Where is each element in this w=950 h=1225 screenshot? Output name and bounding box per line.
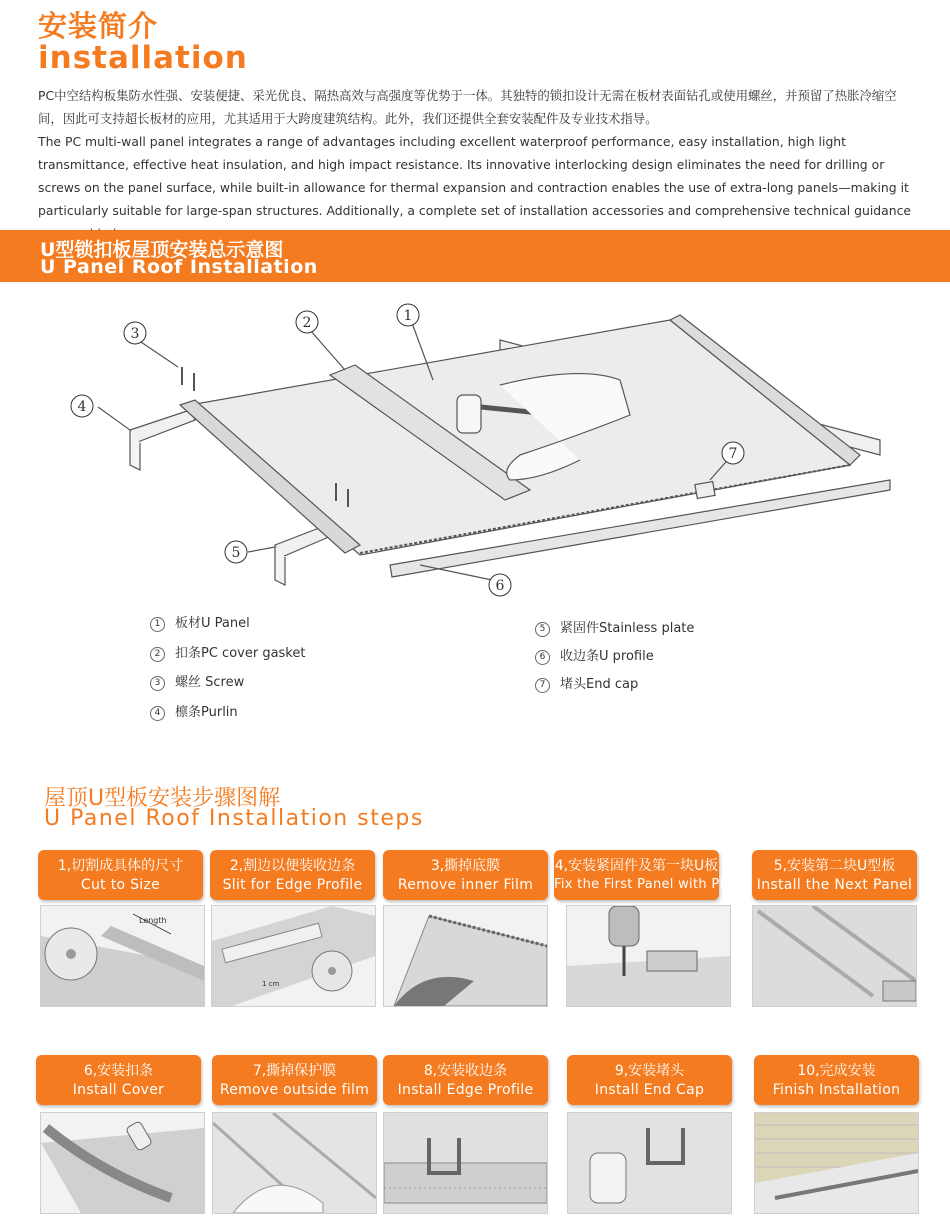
saw-blade-icon — [41, 906, 204, 1006]
step-label-9: 9,安装堵头 Install End Cap — [567, 1055, 732, 1105]
callout-1: 1 — [403, 308, 413, 324]
legend-item: 7 堵头End cap — [535, 673, 638, 693]
step-label-6: 6,安装扣条 Install Cover — [36, 1055, 201, 1105]
step-image-2 — [211, 905, 376, 1007]
callout-2: 2 — [302, 315, 312, 331]
callout-7: 7 — [728, 446, 738, 462]
step-label-2: 2,割边以便装收边条 Slit for Edge Profile — [210, 850, 375, 900]
end-cap — [695, 482, 715, 499]
steps-title-cn: 屋顶U型板安装步骤图解 — [44, 786, 281, 811]
step-label-8: 8,安装收边条 Install Edge Profile — [383, 1055, 548, 1105]
steps-title-en: U Panel Roof Installation steps — [44, 806, 424, 831]
step-label-3: 3,撕掉底膜 Remove inner Film — [383, 850, 548, 900]
callout-3: 3 — [130, 326, 140, 342]
legend-item: 6 收边条U profile — [535, 645, 654, 665]
step-label-4: 4,安装紧固件及第一块U板 Fix the First Panel with Plate — [554, 850, 719, 900]
intro-text-en: The PC multi-wall panel integrates a range of advantages including excellent waterproof performance, easy installation, high light transmittance, effective heat insulation, and high impact resistance. Its innovative interlocking design eliminates the need for drilling or screws on the panel surface, while built-in allowance for thermal expansion and contraction enables the use of extra-long panels—making it particularly suitable for large-span structures. Additionally, a complete set of installation accessories and comprehensive technical guidance — [38, 134, 912, 218]
step-image-5 — [752, 905, 917, 1007]
step-label-1: 1,切割成具体的尺寸 Cut to Size — [38, 850, 203, 900]
section-title-en: installation — [38, 40, 248, 76]
callout-4: 4 — [77, 399, 87, 415]
mallet-icon — [41, 1113, 204, 1213]
roof-installation-diagram — [60, 295, 910, 605]
step-label-5: 5,安装第二块U型板 Install the Next Panel — [752, 850, 917, 900]
cm-annotation: 1 cm — [262, 980, 280, 988]
drill-icon — [567, 906, 730, 1006]
length-annotation: Length — [139, 916, 167, 925]
step-image-4 — [566, 905, 731, 1007]
legend-item: 3 螺丝 Screw — [150, 671, 244, 691]
step-image-8 — [383, 1112, 548, 1214]
intro-text-cn: PC中空结构板集防水性强、安装便捷、采光优良、隔热高效与高强度等优势于一体。其独特的锁扣设计无需在板材表面钻孔或使用螺丝，并预留了热胀冷缩空间，因此可支持超长板材的应用，尤其适用于大跨度建筑结构。此外，我们还提供全套安装配件及专业技术指导。 — [38, 88, 897, 126]
step-label-7: 7,撕掉保护膜 Remove outside film — [212, 1055, 377, 1105]
callout-6: 6 — [495, 578, 505, 594]
legend-item: 1 板材U Panel — [150, 612, 250, 632]
callout-5: 5 — [231, 545, 241, 561]
legend-item: 5 紧固件Stainless plate — [535, 617, 694, 637]
legend-item: 4 檩条Purlin — [150, 701, 238, 721]
panel-surface — [190, 320, 850, 555]
step-image-9 — [567, 1112, 732, 1214]
step-image-10 — [754, 1112, 919, 1214]
step-image-3 — [383, 905, 548, 1007]
step-image-6 — [40, 1112, 205, 1214]
overview-title-cn: U型锁扣板屋顶安装总示意图 — [40, 239, 284, 261]
overview-title-en: U Panel Roof Installation — [40, 256, 318, 278]
step-image-7 — [212, 1112, 377, 1214]
legend-item: 2 扣条PC cover gasket — [150, 642, 305, 662]
step-image-1 — [40, 905, 205, 1007]
step-label-10: 10,完成安装 Finish Installation — [754, 1055, 919, 1105]
section-title-cn: 安装简介 — [38, 9, 159, 43]
